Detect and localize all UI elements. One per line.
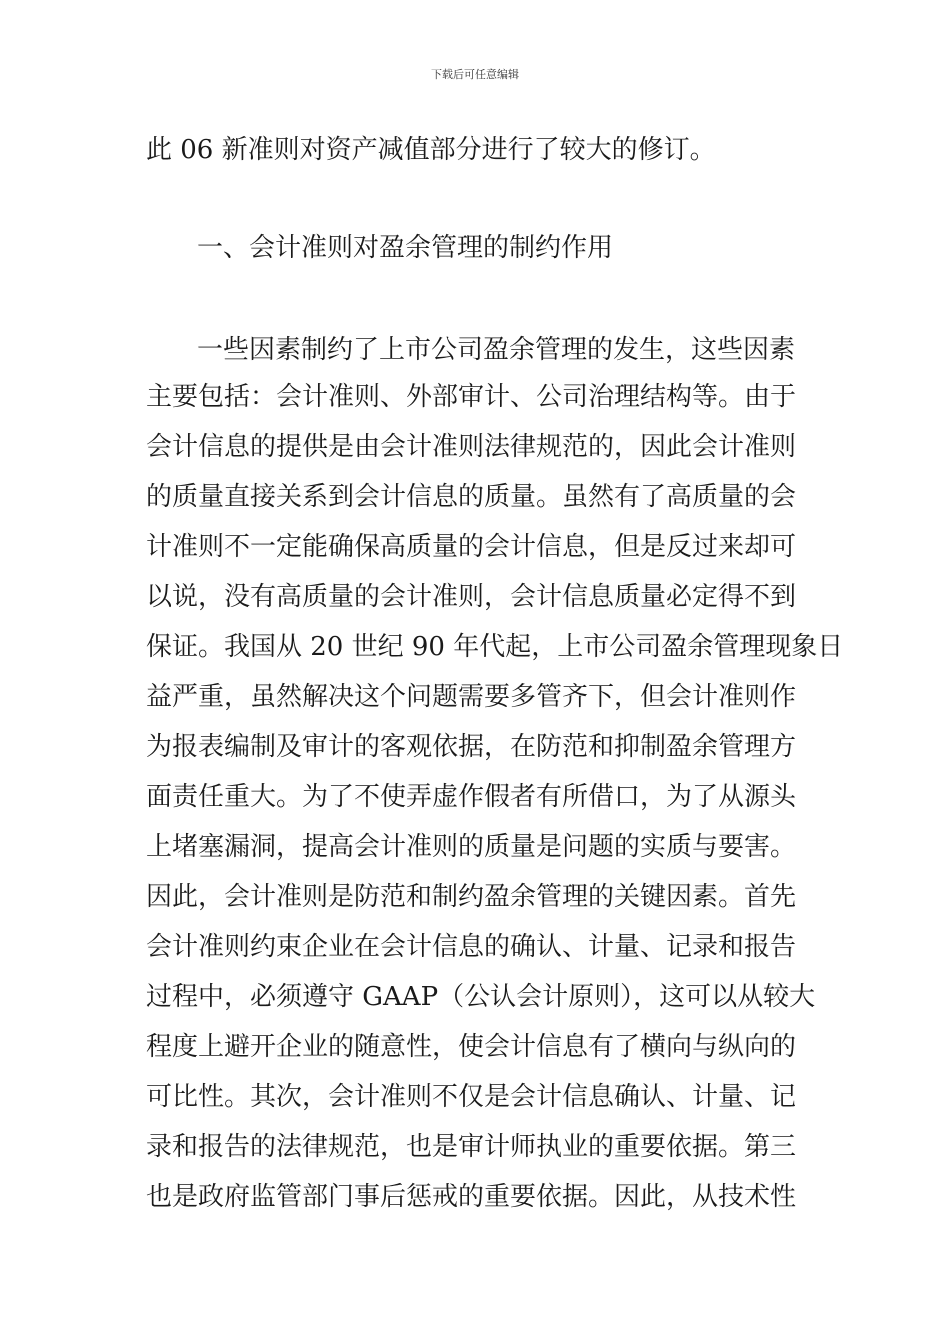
paragraph-line: 会计信息的提供是由会计准则法律规范的，因此会计准则 bbox=[146, 432, 797, 462]
section-heading: 一、会计准则对盈余管理的制约作用 bbox=[197, 233, 614, 263]
paragraph-line: 益严重，虽然解决这个问题需要多管齐下，但会计准则作 bbox=[146, 682, 797, 712]
paragraph-line: 会计准则约束企业在会计信息的确认、计量、记录和报告 bbox=[146, 932, 797, 962]
paragraph-line: 程度上避开企业的随意性，使会计信息有了横向与纵向的 bbox=[146, 1032, 797, 1062]
paragraph-line: 可比性。其次，会计准则不仅是会计信息确认、计量、记 bbox=[146, 1082, 797, 1112]
page-header: 下载后可任意编辑 bbox=[431, 68, 519, 81]
paragraph-line: 录和报告的法律规范，也是审计师执业的重要依据。第三 bbox=[146, 1132, 797, 1162]
paragraph-line: 的质量直接关系到会计信息的质量。虽然有了高质量的会 bbox=[146, 482, 797, 512]
paragraph-line: 也是政府监管部门事后惩戒的重要依据。因此，从技术性 bbox=[146, 1182, 797, 1212]
paragraph-line: 一些因素制约了上市公司盈余管理的发生，这些因素 bbox=[197, 335, 796, 365]
paragraph-line: 为报表编制及审计的客观依据，在防范和抑制盈余管理方 bbox=[146, 732, 797, 762]
paragraph-line: 保证。我国从 20 世纪 90 年代起，上市公司盈余管理现象日 bbox=[146, 632, 844, 662]
paragraph-line: 面责任重大。为了不使弄虚作假者有所借口，为了从源头 bbox=[146, 782, 797, 812]
paragraph-line: 以说，没有高质量的会计准则，会计信息质量必定得不到 bbox=[146, 582, 797, 612]
paragraph-line: 上堵塞漏洞，提高会计准则的质量是问题的实质与要害。 bbox=[146, 832, 797, 862]
paragraph-line: 因此，会计准则是防范和制约盈余管理的关键因素。首先 bbox=[146, 882, 797, 912]
paragraph-line: 计准则不一定能确保高质量的会计信息，但是反过来却可 bbox=[146, 532, 797, 562]
paragraph-line: 过程中，必须遵守 GAAP（公认会计原则），这可以从较大 bbox=[146, 982, 816, 1012]
paragraph-line: 主要包括：会计准则、外部审计、公司治理结构等。由于 bbox=[146, 382, 797, 412]
intro-line: 此 06 新准则对资产减值部分进行了较大的修订。 bbox=[146, 135, 716, 165]
